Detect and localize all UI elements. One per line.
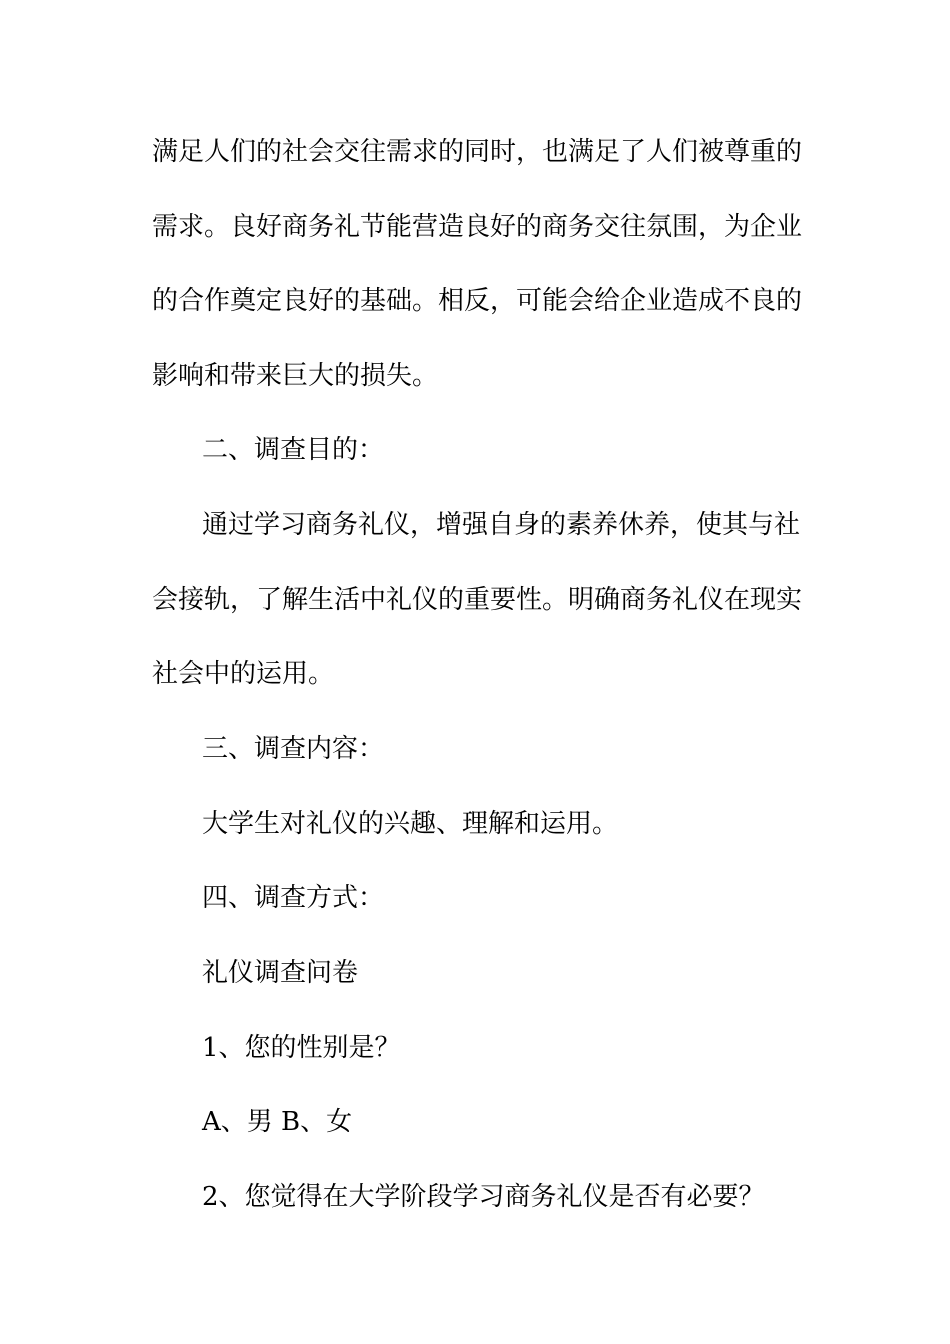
section-4-heading: 四、调查方式： <box>202 883 385 913</box>
paragraph-2-line-1: 通过学习商务礼仪，增强自身的素养休养，使其与社 <box>202 510 801 540</box>
question-1: 1、您的性别是？ <box>202 1033 401 1063</box>
section-3-body: 大学生对礼仪的兴趣、理解和运用。 <box>202 809 619 839</box>
section-2-heading: 二、调查目的： <box>202 435 385 465</box>
paragraph-2-line-3: 社会中的运用。 <box>152 659 335 689</box>
section-3-heading: 三、调查内容： <box>202 734 385 764</box>
questionnaire-title: 礼仪调查问卷 <box>202 958 359 988</box>
paragraph-1-line-2: 需求。良好商务礼节能营造良好的商务交往氛围，为企业 <box>152 212 803 242</box>
question-1-options: A、男 B、女 <box>202 1107 353 1137</box>
paragraph-1-line-1: 满足人们的社会交往需求的同时，也满足了人们被尊重的 <box>152 137 803 167</box>
paragraph-2-line-2: 会接轨，了解生活中礼仪的重要性。明确商务礼仪在现实 <box>152 585 803 615</box>
paragraph-1-line-4: 影响和带来巨大的损失。 <box>152 361 439 391</box>
question-2: 2、您觉得在大学阶段学习商务礼仪是否有必要？ <box>202 1182 765 1212</box>
paragraph-1-line-3: 的合作奠定良好的基础。相反，可能会给企业造成不良的 <box>152 286 803 316</box>
